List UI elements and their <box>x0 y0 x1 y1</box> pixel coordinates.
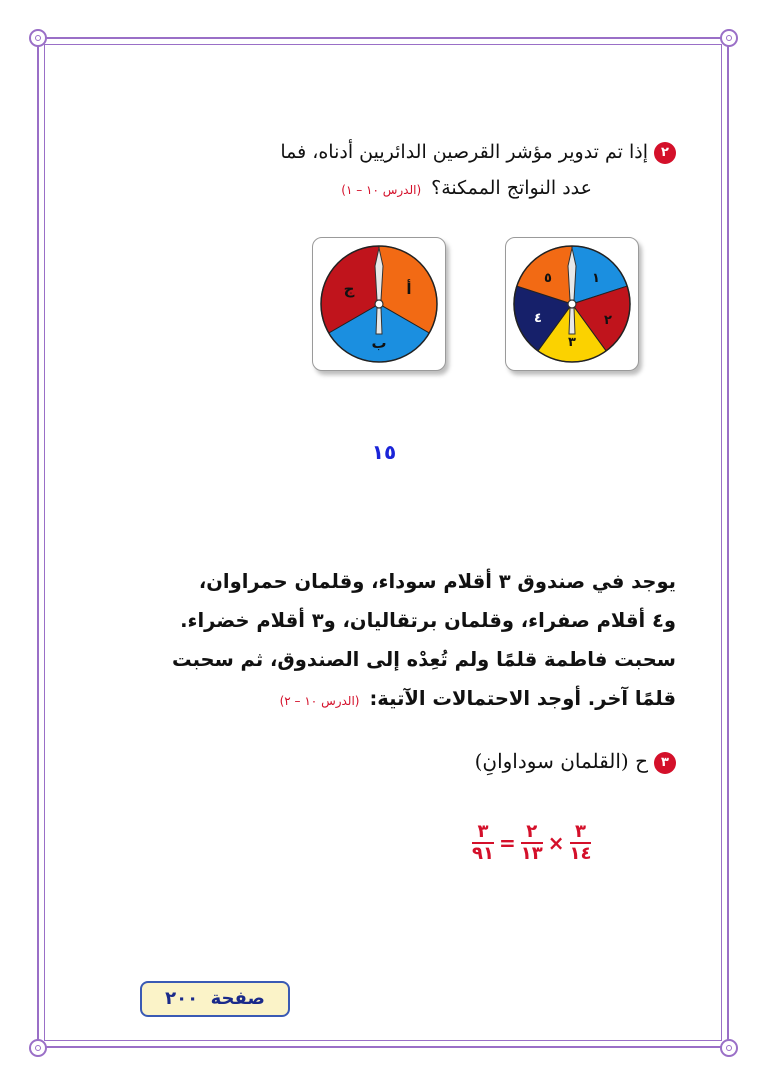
spinner-pointer-icon <box>568 248 576 334</box>
question-3-text: ح (القلمان سوداوانِ) <box>474 749 648 773</box>
question-3 <box>475 746 676 776</box>
fraction-denominator: ١٤ <box>569 843 592 864</box>
question-2-text-1: إذا تم تدوير مؤشر القرصين الدائريين أدناه، فما <box>280 141 648 163</box>
spinner-label-5: ٥ <box>544 271 552 286</box>
lesson-reference: (الدرس ١٠ – ٢) <box>279 694 360 708</box>
corner-ornament-icon <box>29 29 47 47</box>
paragraph-line-4-text: قلمًا آخر. أوجد الاحتمالات الآتية: <box>369 687 676 710</box>
spinner-three-sections <box>312 237 446 371</box>
spinner-label-c: ج <box>343 280 355 298</box>
probability-formula <box>470 822 593 864</box>
answer-question-2: ١٥ <box>371 440 397 464</box>
page-label: صفحة <box>210 988 265 1009</box>
corner-ornament-icon <box>29 1039 47 1057</box>
spinner-pointer-icon <box>375 248 383 334</box>
paragraph-line-2: و٤ أقلام صفراء، وقلمان برتقاليان، و٣ أقلام خضراء. <box>180 609 676 632</box>
question-2 <box>116 134 676 208</box>
spinner-label-a: أ <box>406 280 412 298</box>
spinner-label-1: ١ <box>592 271 600 286</box>
lesson-reference: (الدرس ١٠ – ١) <box>341 183 422 197</box>
fraction-numerator: ٣ <box>574 821 586 842</box>
fraction-second <box>521 822 543 864</box>
paragraph-line-4 <box>76 679 676 721</box>
problem-paragraph <box>76 562 676 721</box>
fraction-numerator: ٢ <box>526 821 538 842</box>
spinner-label-2: ٢ <box>604 313 612 328</box>
question-number-badge: ٢ <box>654 142 676 164</box>
corner-ornament-icon <box>720 1039 738 1057</box>
equals-sign: = <box>498 831 516 855</box>
fraction-numerator: ٣ <box>477 821 489 842</box>
question-2-line-1 <box>116 134 676 170</box>
spinner-label-4: ٤ <box>534 311 542 326</box>
question-2-line-2 <box>116 170 676 208</box>
spinner-three-sections-graphic <box>313 238 445 370</box>
spinner-five-sections <box>505 237 639 371</box>
spinner-label-3: ٣ <box>568 335 576 350</box>
paragraph-line-1: يوجد في صندوق ٣ أقلام سوداء، وقلمان حمراوان، <box>198 570 676 593</box>
spinner-label-b: ب <box>371 334 387 352</box>
spinner-five-sections-graphic <box>506 238 638 370</box>
question-2-text-2: عدد النواتج الممكنة؟ <box>431 177 592 199</box>
corner-ornament-icon <box>720 29 738 47</box>
page-number: ٢٠٠ <box>165 988 199 1009</box>
fraction-denominator: ٩١ <box>472 843 494 864</box>
fraction-result <box>472 822 494 864</box>
page-number-box <box>140 981 290 1017</box>
fraction-denominator: ١٣ <box>520 843 543 864</box>
question-number-badge: ٣ <box>654 752 676 774</box>
fraction-first <box>570 822 592 864</box>
multiply-sign: × <box>547 831 565 855</box>
paragraph-line-3: سحبت فاطمة قلمًا ولم تُعِدْه إلى الصندوق، ثم سحبت <box>171 648 676 671</box>
